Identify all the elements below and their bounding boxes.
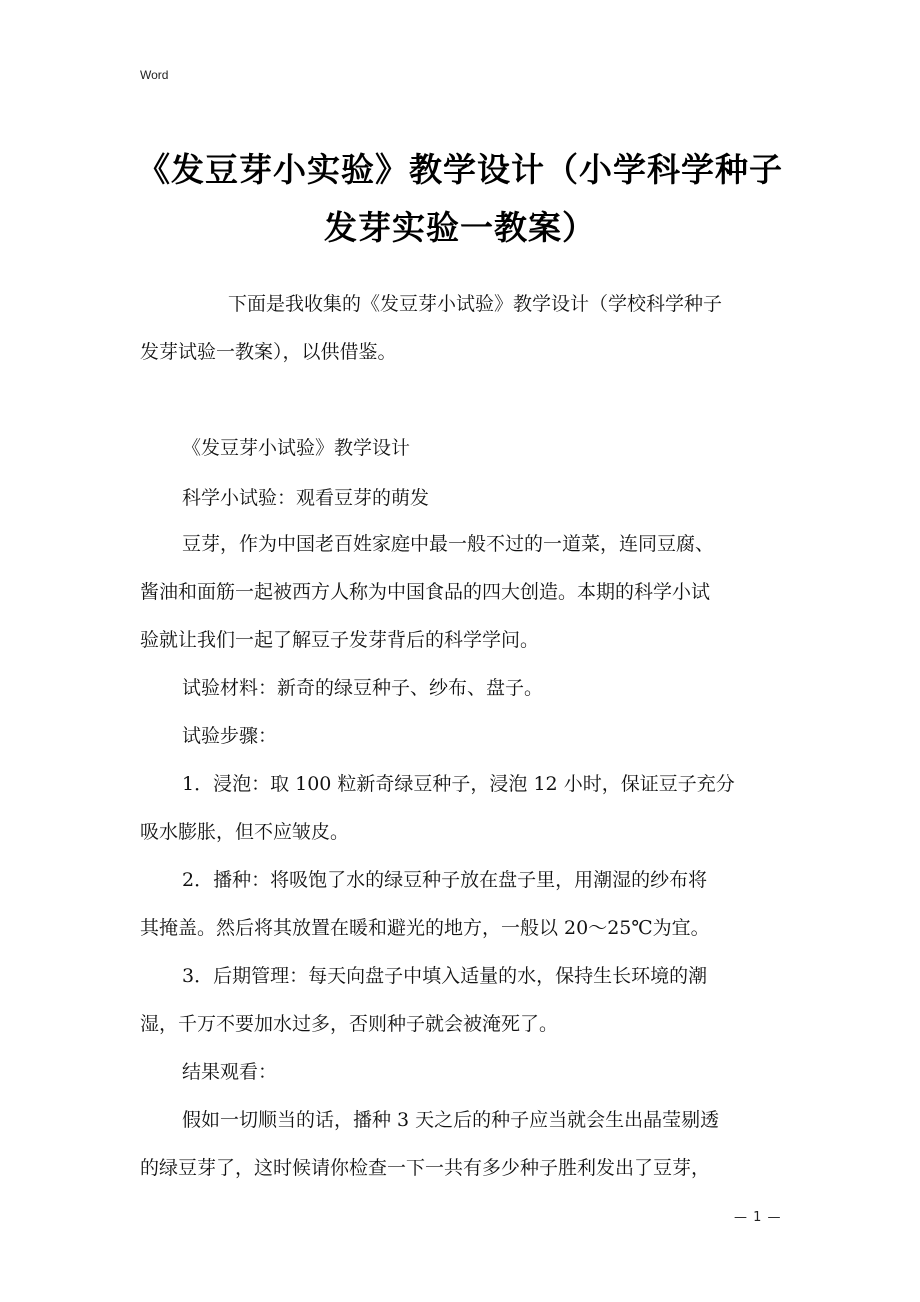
paragraph-1-line-2: 酱油和面筋一起被西方人称为中国食品的四大创造。本期的科学小试	[140, 581, 711, 603]
document-title-line-2: 发芽实验一教案）	[324, 208, 596, 247]
step-3-line-1: 3．后期管理：每天向盘子中填入适量的水，保持生长环境的潮	[182, 965, 708, 987]
paragraph-1-line-3: 验就让我们一起了解豆子发芽背后的科学学问。	[140, 629, 540, 651]
section-subtitle: 科学小试验：观看豆芽的萌发	[182, 487, 430, 509]
step-2-line-2: 其掩盖。然后将其放置在暖和避光的地方，一般以 20～25℃为宜。	[140, 917, 710, 939]
result-line-1: 假如一切顺当的话，播种 3 天之后的种子应当就会生出晶莹剔透	[182, 1109, 720, 1131]
intro-line-2: 发芽试验一教案），以供借鉴。	[140, 341, 397, 363]
result-heading: 结果观看：	[182, 1061, 278, 1083]
result-line-2: 的绿豆芽了，这时候请你检查一下一共有多少种子胜利发出了豆芽，	[140, 1157, 711, 1179]
intro-line-1: 下面是我收集的《发豆芽小试验》教学设计（学校科学种子	[228, 293, 723, 315]
step-2-line-1: 2．播种：将吸饱了水的绿豆种子放在盘子里，用潮湿的纱布将	[182, 869, 708, 891]
step-1-line-2: 吸水膨胀，但不应皱皮。	[140, 821, 350, 843]
steps-heading: 试验步骤：	[182, 725, 278, 747]
document-title-line-1: 《发豆芽小实验》教学设计（小学科学种子	[137, 150, 783, 189]
header-label: Word	[140, 68, 169, 82]
section-heading: 《发豆芽小试验》教学设计	[182, 437, 411, 459]
materials-text: 试验材料：新奇的绿豆种子、纱布、盘子。	[182, 677, 544, 699]
page-number: — 1 —	[734, 1210, 782, 1225]
step-1-line-1: 1．浸泡：取 100 粒新奇绿豆种子，浸泡 12 小时，保证豆子充分	[182, 773, 735, 795]
paragraph-1-line-1: 豆芽，作为中国老百姓家庭中最一般不过的一道菜，连同豆腐、	[182, 533, 715, 555]
step-3-line-2: 湿，千万不要加水过多，否则种子就会被淹死了。	[140, 1013, 559, 1035]
